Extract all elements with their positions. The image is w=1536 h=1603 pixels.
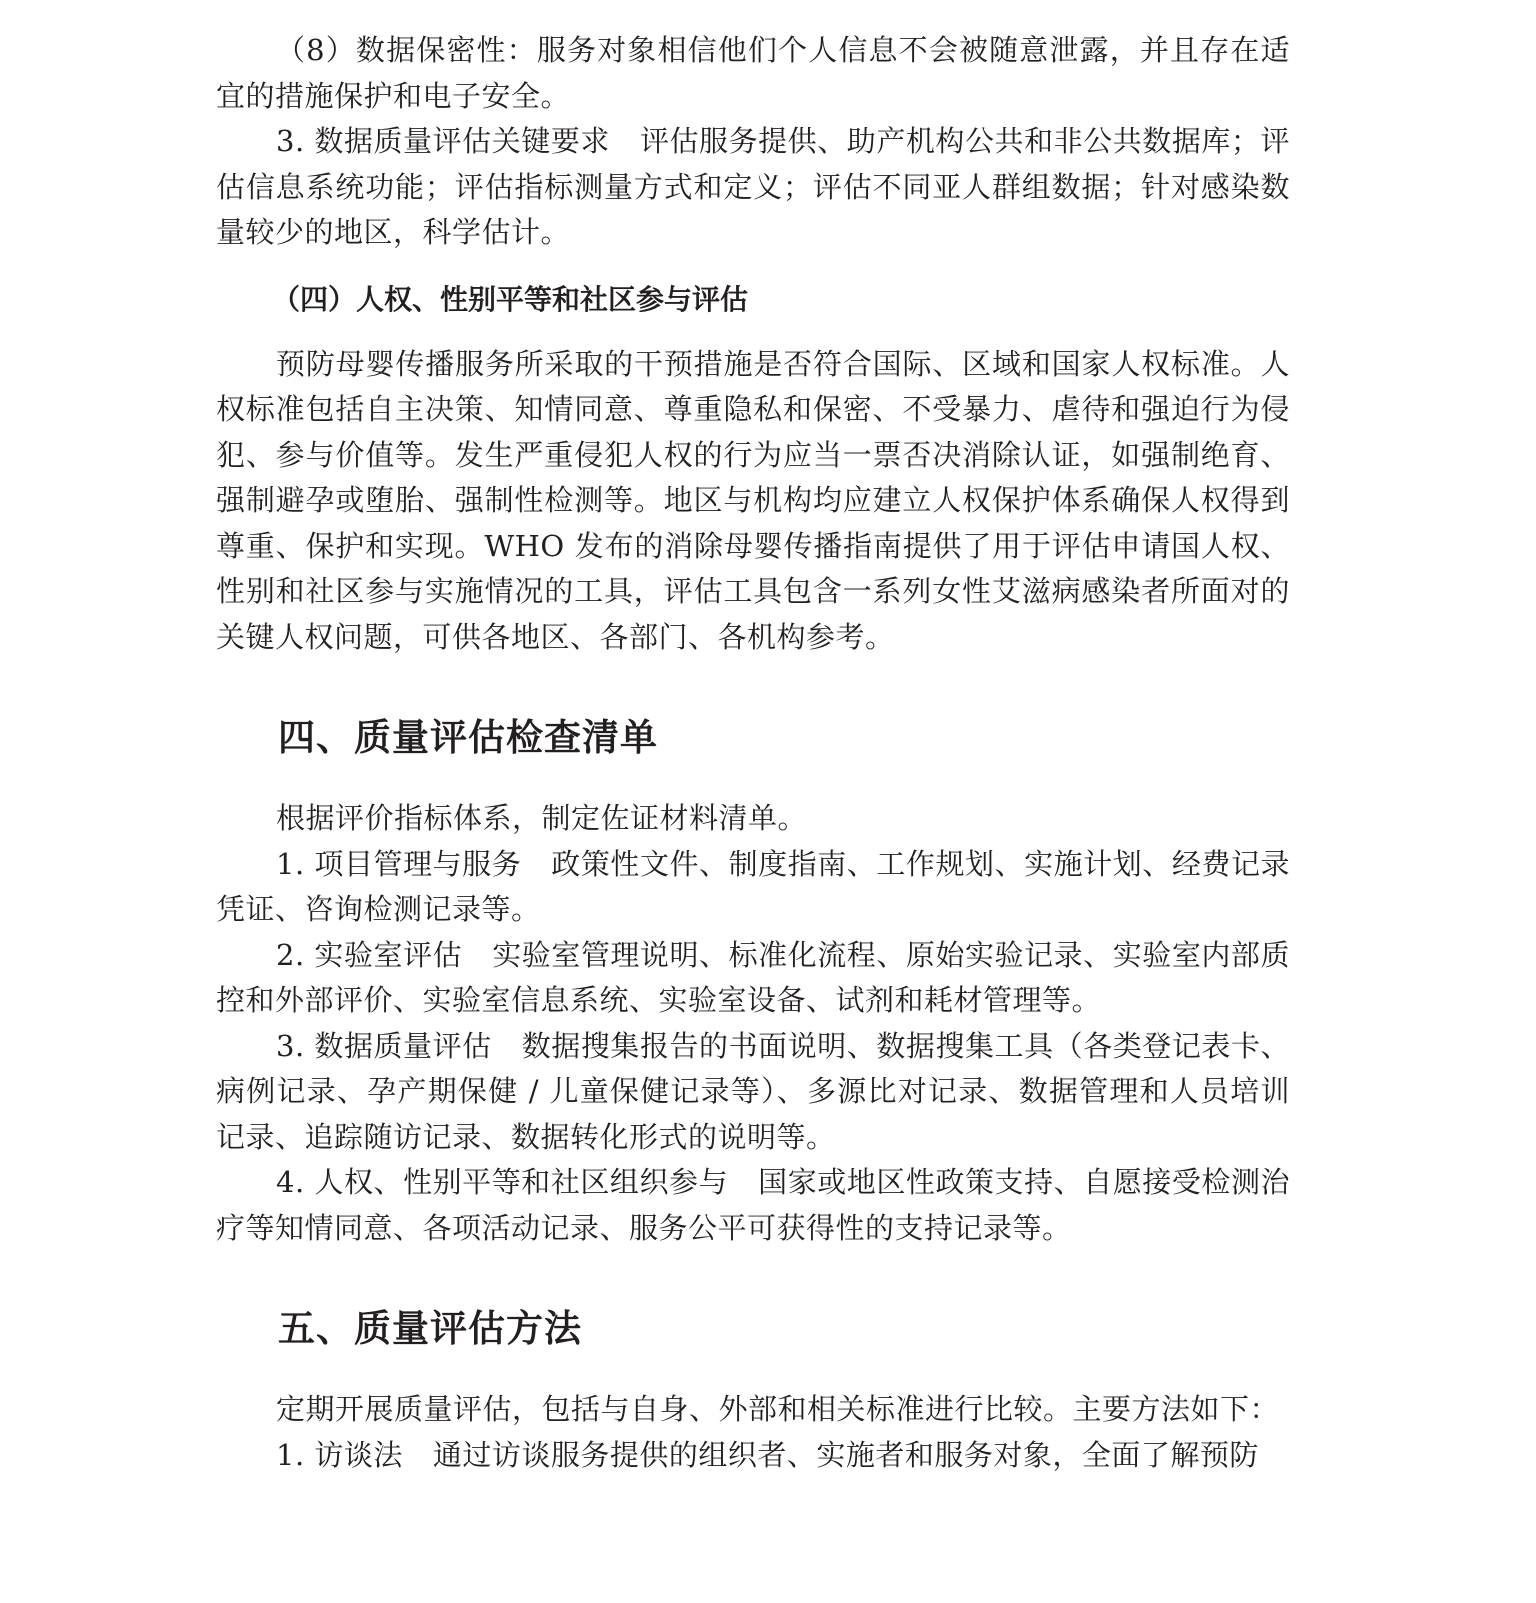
item-text: 评估服务提供、助产机构公共和非公共数据库；评估信息系统功能；评估指标测量方式和定义；评估不同亚人群组数据；针对感染数量较少的地区，科学估计。	[216, 124, 1290, 249]
item-term: 1. 访谈法	[276, 1437, 403, 1472]
subheading-human-rights: （四）人权、性别平等和社区参与评估	[272, 282, 749, 316]
paragraph-data-confidentiality	[216, 28, 1290, 119]
item-term: 3. 数据质量评估关键要求	[276, 124, 610, 158]
paragraph-text: 根据评价指标体系，制定佐证材料清单。	[276, 801, 808, 835]
paragraph-methods-intro	[216, 1387, 1290, 1433]
item-text: 数据搜集报告的书面说明、数据搜集工具（各类登记表卡、病例记录、孕产期保健 / 儿童保健记录等）、多源比对记录、数据管理和人员培训记录、追踪随访记录、数据转化形式的说明等。	[216, 1028, 1290, 1154]
item-text: 通过访谈服务提供的组织者、实施者和服务对象，全面了解预防	[432, 1437, 1259, 1472]
paragraph-checklist-item-1	[216, 842, 1290, 933]
item-text: 政策性文件、制度指南、工作规划、实施计划、经费记录凭证、咨询检测记录等。	[216, 846, 1290, 926]
item-text: 实验室管理说明、标准化流程、原始实验记录、实验室内部质控和外部评价、实验室信息系统、实验室设备、试剂和耗材管理等。	[216, 937, 1290, 1017]
item-term: 4. 人权、性别平等和社区组织参与	[276, 1165, 729, 1199]
paragraph-text: （8）数据保密性：服务对象相信他们个人信息不会被随意泄露，并且存在适宜的措施保护和电子安全。	[216, 33, 1290, 113]
item-text: 国家或地区性政策支持、自愿接受检测治疗等知情同意、各项活动记录、服务公平可获得性的支持记录等。	[216, 1165, 1290, 1245]
paragraph-human-rights	[216, 342, 1290, 661]
item-term: 2. 实验室评估	[276, 937, 463, 972]
paragraph-checklist-item-3	[216, 1024, 1290, 1161]
heading-quality-methods: 五、质量评估方法	[278, 1307, 582, 1350]
paragraph-data-quality-key-requirements	[216, 119, 1290, 256]
paragraph-text: 预防母婴传播服务所采取的干预措施是否符合国际、区域和国家人权标准。人权标准包括自主决策、知情同意、尊重隐私和保密、不受暴力、虐待和强迫行为侵犯、参与价值等。发生严重侵犯人权的行为应当一票否决消除认证，如强制绝育、强制避孕或堕胎、强制性检测等。地区与机构均应建立人权保护体系确保人权得到尊重、保护和实现。WHO 发布的消除母婴传播指南提供了用于评估申请国人权、性别和社区参与实施情况的工具，评估工具包含一系列女性艾滋病感染者所面对的关键人权问题，可供各地区、各部门、各机构参考。	[216, 346, 1290, 654]
paragraph-checklist-item-2	[216, 933, 1290, 1024]
paragraph-checklist-item-4	[216, 1160, 1290, 1251]
paragraph-checklist-intro	[216, 796, 1290, 842]
paragraph-method-1	[216, 1433, 1290, 1479]
heading-quality-checklist: 四、质量评估检查清单	[278, 716, 658, 759]
paragraph-text: 定期开展质量评估，包括与自身、外部和相关标准进行比较。主要方法如下：	[276, 1392, 1280, 1426]
item-term: 3. 数据质量评估	[276, 1028, 492, 1063]
item-term: 1. 项目管理与服务	[276, 846, 522, 881]
document-page	[216, 28, 1290, 1478]
